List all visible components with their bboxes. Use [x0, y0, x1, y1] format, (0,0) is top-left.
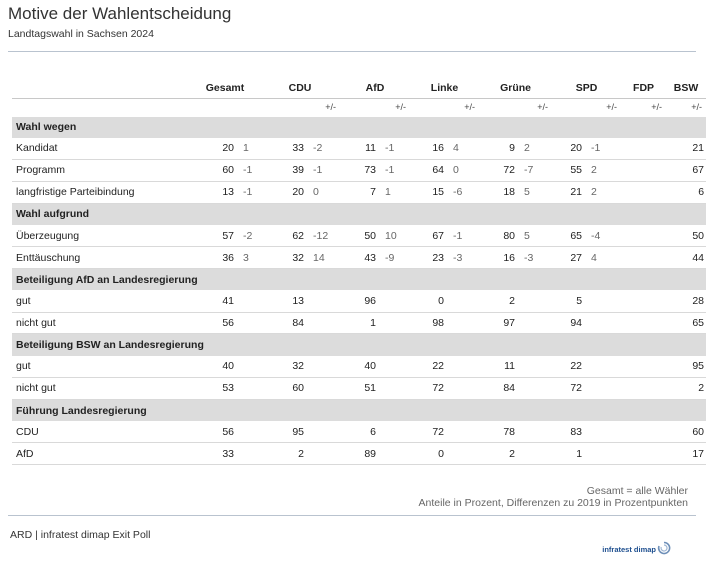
- value-cell: 2: [666, 378, 706, 400]
- diff-cell: [306, 443, 340, 465]
- table-row: [12, 378, 706, 400]
- diff-cell: [236, 443, 260, 465]
- value-cell: 18: [479, 181, 517, 203]
- diff-cell: -1: [306, 160, 340, 182]
- row-label: Kandidat: [12, 138, 190, 160]
- header-label-cell: [12, 78, 190, 98]
- value-cell: 21: [552, 181, 584, 203]
- value-cell: [621, 312, 656, 334]
- diff-cell: [306, 312, 340, 334]
- diff-cell: [656, 138, 666, 160]
- value-cell: 65: [666, 312, 706, 334]
- value-cell: 11: [340, 138, 378, 160]
- diff-label-gruene: +/-: [537, 102, 549, 112]
- diff-cell: 10: [378, 225, 410, 247]
- diff-cell: [446, 290, 479, 312]
- diff-cell: [236, 378, 260, 400]
- value-cell: 50: [340, 225, 378, 247]
- value-cell: 41: [190, 290, 236, 312]
- diff-cell: -12: [306, 225, 340, 247]
- diff-cell: [656, 421, 666, 443]
- footer-divider: [8, 515, 696, 516]
- section-title: Führung Landesregierung: [12, 399, 706, 421]
- value-cell: 73: [340, 160, 378, 182]
- value-cell: 33: [190, 443, 236, 465]
- diff-cell: [656, 312, 666, 334]
- value-cell: 2: [479, 443, 517, 465]
- diff-cell: [446, 356, 479, 378]
- value-cell: 2: [479, 290, 517, 312]
- diff-cell: -9: [378, 247, 410, 269]
- diff-cell: [656, 290, 666, 312]
- value-cell: 60: [190, 160, 236, 182]
- value-cell: 20: [552, 138, 584, 160]
- value-cell: 36: [190, 247, 236, 269]
- row-label: CDU: [12, 421, 190, 443]
- results-table-container: [12, 78, 705, 465]
- section-header-row: [12, 399, 706, 421]
- value-cell: [621, 356, 656, 378]
- value-cell: [621, 160, 656, 182]
- row-label: AfD: [12, 443, 190, 465]
- column-header-afd: AfD: [340, 78, 410, 98]
- diff-cell: [656, 356, 666, 378]
- diff-cell: 1: [378, 181, 410, 203]
- value-cell: 6: [666, 181, 706, 203]
- diff-cell: [517, 290, 552, 312]
- section-header-row: [12, 269, 706, 291]
- diff-cell: [584, 421, 621, 443]
- table-row: [12, 312, 706, 334]
- diff-cell: [306, 356, 340, 378]
- note-units: Anteile in Prozent, Differenzen zu 2019 in Prozentpunkten: [418, 497, 688, 509]
- diff-cell: [584, 290, 621, 312]
- section-header-row: [12, 116, 706, 138]
- page-title: Motive der Wahlentscheidung: [8, 4, 232, 23]
- value-cell: 6: [340, 421, 378, 443]
- value-cell: 95: [666, 356, 706, 378]
- header-divider: [8, 51, 696, 52]
- row-label: langfristige Parteibindung: [12, 181, 190, 203]
- value-cell: 39: [260, 160, 306, 182]
- value-cell: 67: [666, 160, 706, 182]
- diff-cell: 2: [584, 181, 621, 203]
- diff-label-linke: +/-: [464, 102, 476, 112]
- value-cell: 94: [552, 312, 584, 334]
- value-cell: 60: [666, 421, 706, 443]
- diff-header-row: [12, 98, 706, 116]
- diff-cell: [517, 443, 552, 465]
- value-cell: 84: [260, 312, 306, 334]
- diff-cell: -1: [236, 181, 260, 203]
- diff-cell: [656, 443, 666, 465]
- diff-cell: [236, 290, 260, 312]
- value-cell: 9: [479, 138, 517, 160]
- value-cell: 33: [260, 138, 306, 160]
- row-label: gut: [12, 356, 190, 378]
- diff-cell: -1: [446, 225, 479, 247]
- diff-cell: 14: [306, 247, 340, 269]
- diff-cell: [656, 247, 666, 269]
- diff-cell: [517, 378, 552, 400]
- diff-cell: 4: [584, 247, 621, 269]
- diff-cell: [306, 421, 340, 443]
- value-cell: 56: [190, 312, 236, 334]
- value-cell: 2: [260, 443, 306, 465]
- diff-cell: [306, 290, 340, 312]
- results-table: [12, 78, 706, 465]
- section-header-row: [12, 203, 706, 225]
- diff-cell: [517, 356, 552, 378]
- diff-cell: -1: [236, 160, 260, 182]
- value-cell: [621, 225, 656, 247]
- value-cell: 50: [666, 225, 706, 247]
- diff-cell: 3: [236, 247, 260, 269]
- diff-cell: [517, 312, 552, 334]
- diff-label-bsw: +/-: [691, 102, 703, 112]
- diff-cell: [656, 225, 666, 247]
- value-cell: [621, 138, 656, 160]
- table-row: [12, 160, 706, 182]
- diff-cell: [378, 421, 410, 443]
- diff-label-fdp: +/-: [651, 102, 663, 112]
- value-cell: 55: [552, 160, 584, 182]
- value-cell: 1: [340, 312, 378, 334]
- brand-logo: infratest dimap: [602, 545, 656, 554]
- diff-cell: [236, 312, 260, 334]
- value-cell: 80: [479, 225, 517, 247]
- diff-cell: [446, 378, 479, 400]
- diff-cell: -1: [584, 138, 621, 160]
- diff-cell: -3: [446, 247, 479, 269]
- value-cell: 0: [410, 443, 446, 465]
- table-row: [12, 290, 706, 312]
- diff-label-afd: +/-: [395, 102, 407, 112]
- diff-cell: -2: [306, 138, 340, 160]
- value-cell: 0: [410, 290, 446, 312]
- diff-cell: [378, 378, 410, 400]
- diff-cell: [306, 378, 340, 400]
- value-cell: 62: [260, 225, 306, 247]
- diff-cell: [584, 443, 621, 465]
- table-row: [12, 247, 706, 269]
- column-header-gesamt: Gesamt: [190, 78, 260, 98]
- value-cell: 57: [190, 225, 236, 247]
- diff-cell: [584, 356, 621, 378]
- value-cell: 72: [410, 378, 446, 400]
- diff-cell: [236, 356, 260, 378]
- diff-cell: [446, 443, 479, 465]
- table-row: [12, 421, 706, 443]
- diff-cell: 0: [446, 160, 479, 182]
- value-cell: 22: [410, 356, 446, 378]
- column-header-gruene: Grüne: [479, 78, 552, 98]
- diff-cell: 2: [517, 138, 552, 160]
- value-cell: 83: [552, 421, 584, 443]
- value-cell: 20: [190, 138, 236, 160]
- diff-cell: 5: [517, 181, 552, 203]
- row-label: Enttäuschung: [12, 247, 190, 269]
- diff-cell: -1: [378, 138, 410, 160]
- value-cell: [621, 181, 656, 203]
- diff-cell: [584, 312, 621, 334]
- value-cell: 11: [479, 356, 517, 378]
- row-label: gut: [12, 290, 190, 312]
- diff-cell: [236, 421, 260, 443]
- value-cell: 98: [410, 312, 446, 334]
- diff-cell: -4: [584, 225, 621, 247]
- value-cell: 16: [410, 138, 446, 160]
- table-row: [12, 443, 706, 465]
- diff-cell: [378, 356, 410, 378]
- diff-cell: 0: [306, 181, 340, 203]
- value-cell: [621, 443, 656, 465]
- diff-cell: 1: [236, 138, 260, 160]
- diff-label-spd: +/-: [606, 102, 618, 112]
- diff-cell: -1: [378, 160, 410, 182]
- diff-cell: [446, 312, 479, 334]
- value-cell: 13: [260, 290, 306, 312]
- diff-cell: -7: [517, 160, 552, 182]
- section-title: Beteiligung BSW an Landesregierung: [12, 334, 706, 356]
- value-cell: 17: [666, 443, 706, 465]
- value-cell: 27: [552, 247, 584, 269]
- diff-cell: [446, 421, 479, 443]
- value-cell: 53: [190, 378, 236, 400]
- value-cell: 32: [260, 247, 306, 269]
- diff-cell: [517, 421, 552, 443]
- diff-cell: 4: [446, 138, 479, 160]
- value-cell: 78: [479, 421, 517, 443]
- column-header-bsw: BSW: [666, 78, 706, 98]
- column-header-linke: Linke: [410, 78, 479, 98]
- value-cell: [621, 247, 656, 269]
- value-cell: 89: [340, 443, 378, 465]
- diff-cell: [378, 443, 410, 465]
- value-cell: [621, 378, 656, 400]
- value-cell: 40: [340, 356, 378, 378]
- table-row: [12, 356, 706, 378]
- source-credit: ARD | infratest dimap Exit Poll: [10, 529, 151, 541]
- diff-label-cdu: +/-: [325, 102, 336, 112]
- diff-cell: -3: [517, 247, 552, 269]
- value-cell: 21: [666, 138, 706, 160]
- value-cell: 16: [479, 247, 517, 269]
- table-row: [12, 181, 706, 203]
- column-header-fdp: FDP: [621, 78, 666, 98]
- value-cell: 96: [340, 290, 378, 312]
- value-cell: 20: [260, 181, 306, 203]
- value-cell: 65: [552, 225, 584, 247]
- value-cell: 13: [190, 181, 236, 203]
- section-title: Beteiligung AfD an Landesregierung: [12, 269, 706, 291]
- value-cell: 23: [410, 247, 446, 269]
- value-cell: 72: [479, 160, 517, 182]
- logo-swirl-icon: [657, 541, 671, 555]
- value-cell: 43: [340, 247, 378, 269]
- row-label: Überzeugung: [12, 225, 190, 247]
- value-cell: 72: [410, 421, 446, 443]
- diff-cell: [656, 160, 666, 182]
- value-cell: 64: [410, 160, 446, 182]
- page-subtitle: Landtagswahl in Sachsen 2024: [8, 28, 154, 40]
- diff-cell: [656, 181, 666, 203]
- column-header-cdu: CDU: [260, 78, 340, 98]
- diff-cell: 2: [584, 160, 621, 182]
- value-cell: 22: [552, 356, 584, 378]
- diff-cell: -6: [446, 181, 479, 203]
- value-cell: 5: [552, 290, 584, 312]
- section-header-row: [12, 334, 706, 356]
- value-cell: 97: [479, 312, 517, 334]
- value-cell: 7: [340, 181, 378, 203]
- diff-cell: [584, 378, 621, 400]
- value-cell: 44: [666, 247, 706, 269]
- row-label: Programm: [12, 160, 190, 182]
- value-cell: 40: [190, 356, 236, 378]
- diff-cell: 5: [517, 225, 552, 247]
- value-cell: [621, 290, 656, 312]
- diff-cell: [378, 290, 410, 312]
- table-row: [12, 225, 706, 247]
- value-cell: 67: [410, 225, 446, 247]
- value-cell: 56: [190, 421, 236, 443]
- column-header-spd: SPD: [552, 78, 621, 98]
- value-cell: 60: [260, 378, 306, 400]
- section-title: Wahl wegen: [12, 116, 706, 138]
- diff-cell: [378, 312, 410, 334]
- column-header-row: [12, 78, 706, 98]
- value-cell: 95: [260, 421, 306, 443]
- row-label: nicht gut: [12, 378, 190, 400]
- value-cell: 51: [340, 378, 378, 400]
- value-cell: 84: [479, 378, 517, 400]
- section-title: Wahl aufgrund: [12, 203, 706, 225]
- value-cell: [621, 421, 656, 443]
- value-cell: 72: [552, 378, 584, 400]
- value-cell: 32: [260, 356, 306, 378]
- note-legend: Gesamt = alle Wähler: [586, 485, 688, 497]
- table-row: [12, 138, 706, 160]
- value-cell: 1: [552, 443, 584, 465]
- value-cell: 28: [666, 290, 706, 312]
- row-label: nicht gut: [12, 312, 190, 334]
- diff-cell: -2: [236, 225, 260, 247]
- diff-cell: [656, 378, 666, 400]
- value-cell: 15: [410, 181, 446, 203]
